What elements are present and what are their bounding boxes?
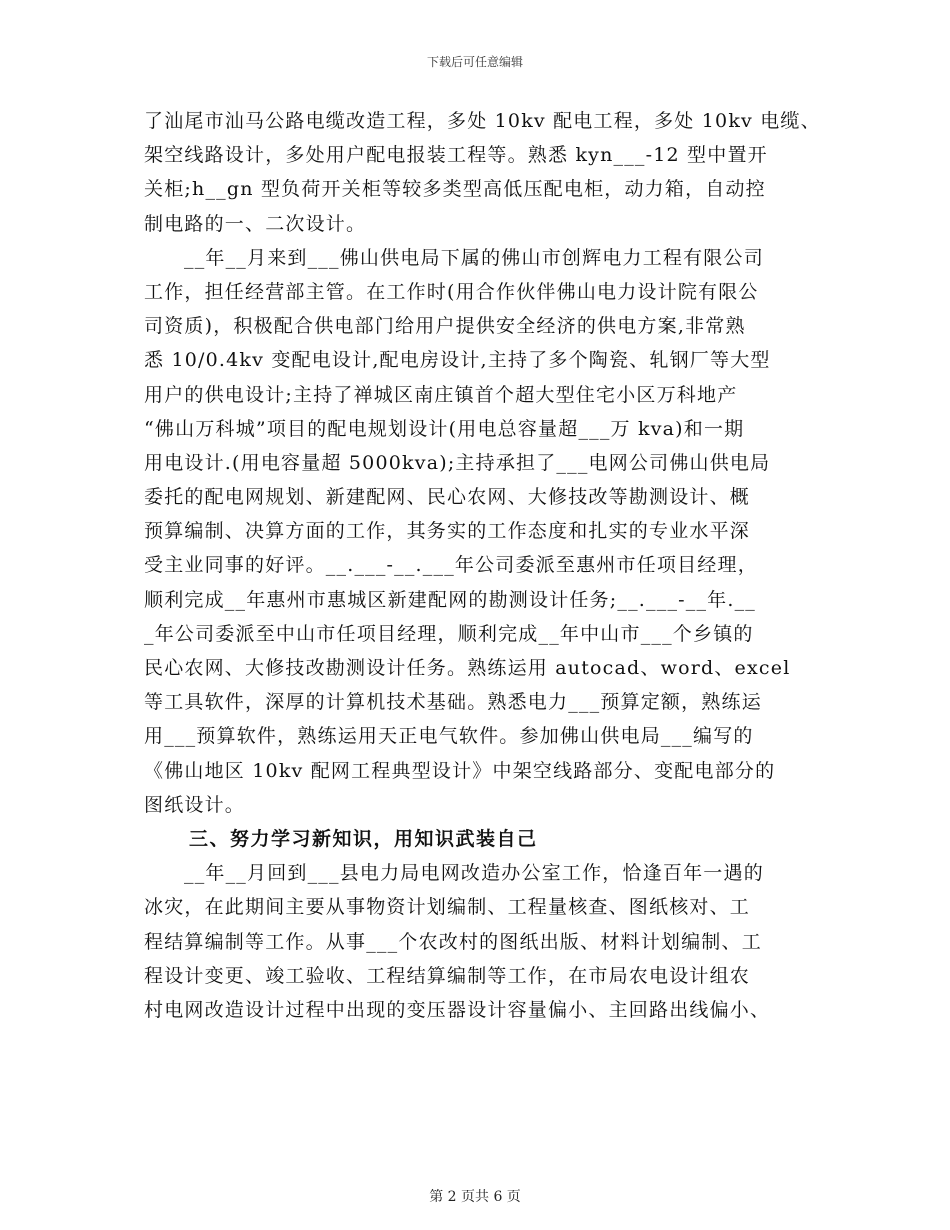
paragraph-start-line: __年__月回到___县电力局电网改造办公室工作，恰逢百年一遇的: [184, 862, 764, 885]
paragraph-start-line: __年__月来到___佛山供电局下属的佛山市创辉电力工程有限公司: [184, 246, 764, 269]
text-line: 司资质)，积极配合供电部门给用户提供安全经济的供电方案,非常熟: [144, 315, 746, 338]
text-line: 程设计变更、竣工验收、工程结算编制等工作，在市局农电设计组农: [144, 964, 751, 987]
text-line: “佛山万科城”项目的配电规划设计(用电总容量超___万 kva)和一期: [144, 417, 745, 440]
text-line: 关柜;h__gn 型负荷开关柜等较多类型高低压配电柜，动力箱，自动控: [144, 178, 766, 201]
text-line: 用电设计.(用电容量超 5000kva);主持承担了___电网公司佛山供电局: [144, 451, 771, 474]
text-line: 预算编制、决算方面的工作，其务实的工作态度和扎实的专业水平深: [144, 520, 751, 543]
section-heading: 三、努力学习新知识，用知识武装自己: [189, 827, 538, 850]
text-line: 委托的配电网规划、新建配网、民心农网、大修技改等勘测设计、概: [144, 486, 751, 509]
text-line: 用户的供电设计;主持了禅城区南庄镇首个超大型住宅小区万科地产: [144, 383, 738, 406]
text-line: 《佛山地区 10kv 配网工程典型设计》中架空线路部分、变配电部分的: [144, 759, 776, 782]
text-line: 悉 10/0.4kv 变配电设计,配电房设计,主持了多个陶瓷、轧钢厂等大型: [144, 349, 771, 372]
text-line: 程结算编制等工作。从事___个农改村的图纸出版、材料计划编制、工: [144, 930, 762, 953]
text-line: 等工具软件，深厚的计算机技术基础。熟悉电力___预算定额，熟练运: [144, 691, 762, 714]
text-line: 图纸设计。: [144, 793, 246, 816]
text-line: 冰灾，在此期间主要从事物资计划编制、工程量核查、图纸核对、工: [144, 896, 751, 919]
page-number: 第 2 页共 6 页: [429, 1189, 521, 1205]
text-line: 用___预算软件，熟练运用天正电气软件。参加佛山供电局___编写的: [144, 725, 754, 748]
text-line: _年公司委派至中山市任项目经理，顺利完成__年中山市___个乡镇的: [144, 622, 754, 645]
text-line: 顺利完成__年惠州市惠城区新建配网的勘测设计任务;__.___-__年.__: [144, 588, 757, 611]
text-line: 村电网改造设计过程中出现的变压器设计容量偏小、主回路出线偏小、: [144, 998, 771, 1021]
text-line: 受主业同事的好评。__.___-__.___年公司委派至惠州市任项目经理，: [144, 554, 758, 577]
text-line: 架空线路设计，多处用户配电报装工程等。熟悉 kyn___-12 型中置开: [144, 144, 768, 167]
text-line: 工作，担任经营部主管。在工作时(用合作伙伴佛山电力设计院有限公: [144, 280, 759, 303]
document-body: [144, 104, 844, 1027]
text-line: 了汕尾市汕马公路电缆改造工程，多处 10kv 配电工程，多处 10kv 电缆、: [144, 110, 821, 132]
text-line: 民心农网、大修技改勘测设计任务。熟练运用 autocad、word、excel: [144, 657, 791, 679]
text-line: 制电路的一、二次设计。: [144, 212, 367, 235]
page-header: 下载后可任意编辑: [426, 55, 523, 69]
